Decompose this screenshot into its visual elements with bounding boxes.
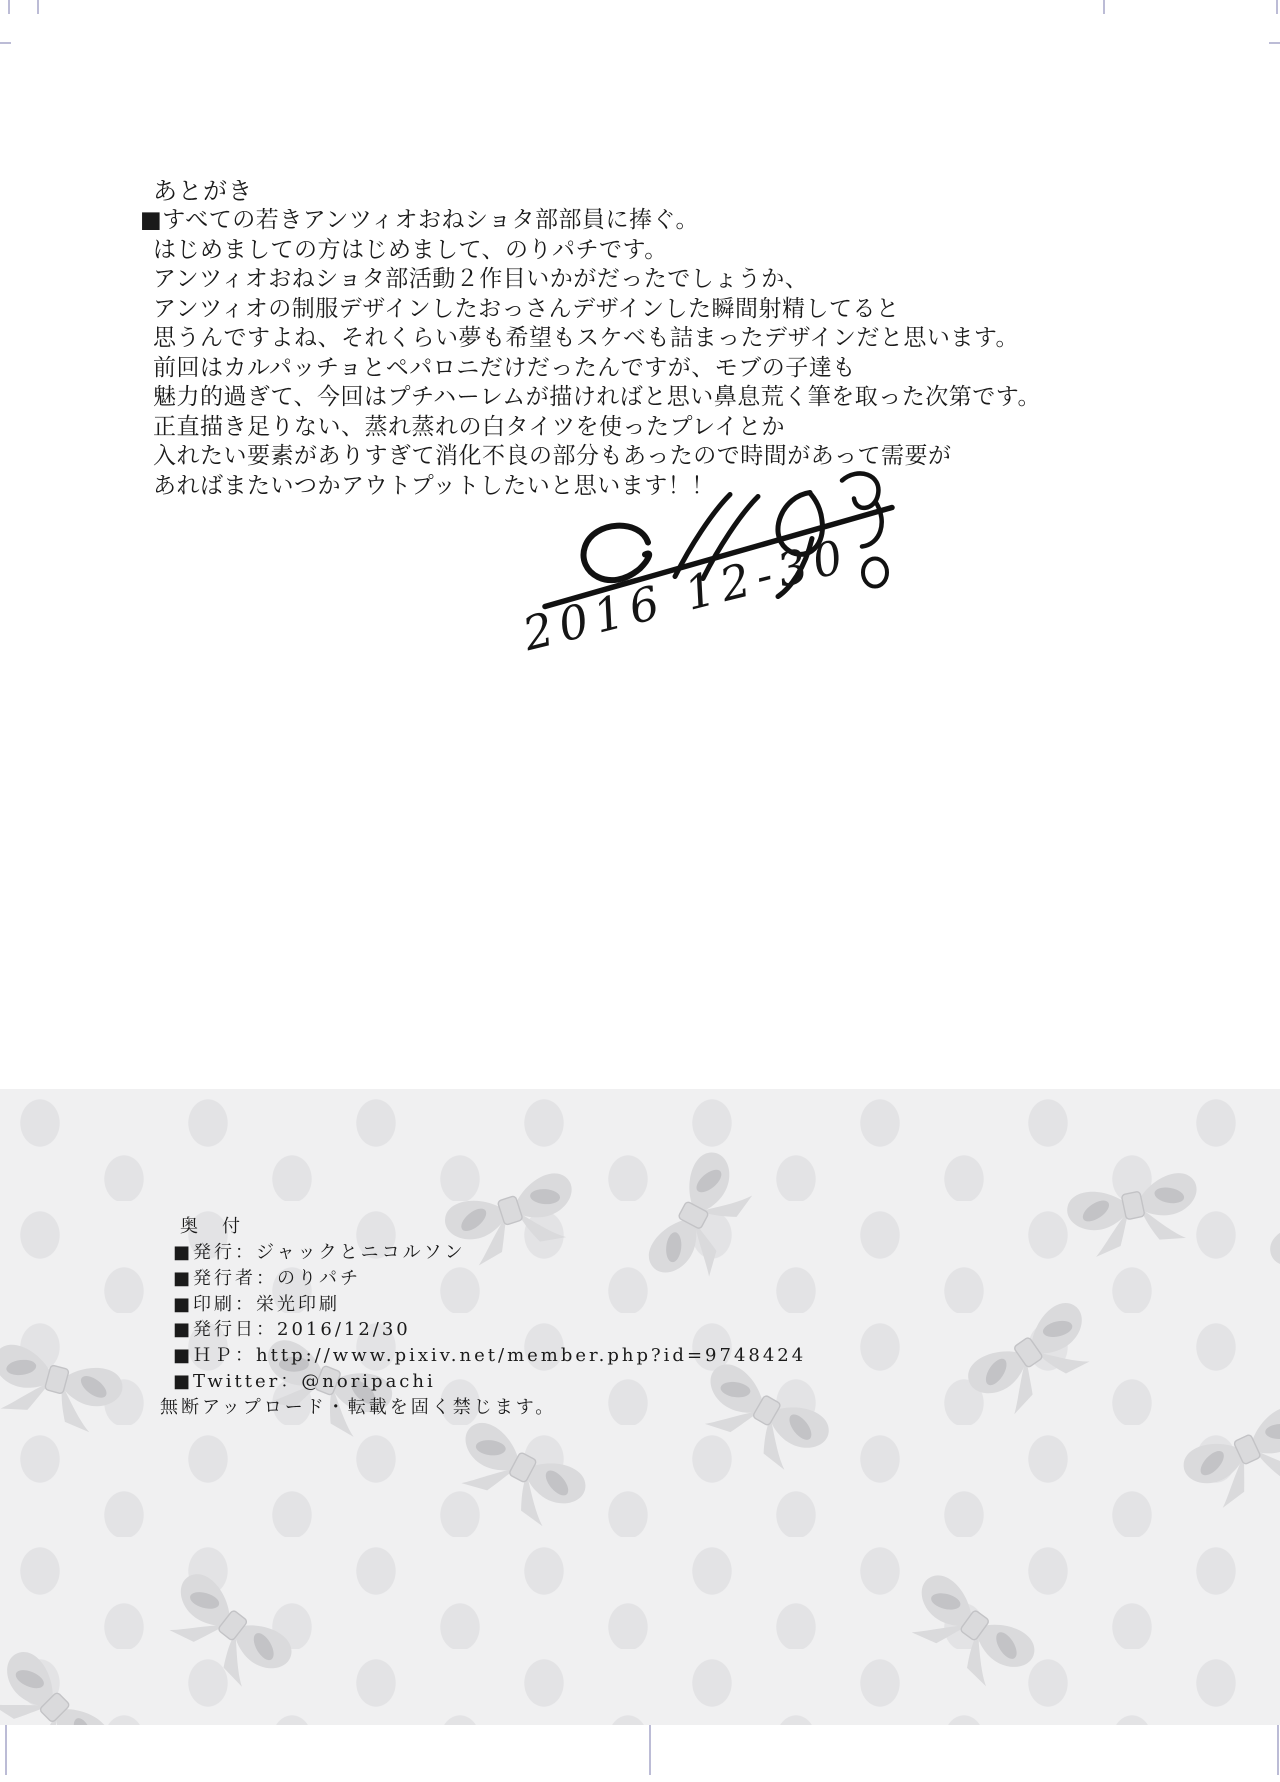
crop-mark-bottom-right — [1277, 1725, 1279, 1775]
ribbon-bow — [887, 1543, 1064, 1707]
colophon-entry: ■印刷：栄光印刷 — [173, 1293, 341, 1315]
ribbon-bow-icon — [145, 1542, 321, 1708]
artist-signature — [490, 452, 900, 667]
afterword-line: アンツィオの制服デザインしたおっさんデザインした瞬間射精してると — [153, 295, 900, 322]
colophon-entry: ■発行：ジャックとニコルソン — [173, 1242, 466, 1263]
crop-mark-top-left-outer — [8, 0, 10, 14]
ribbon-bow-icon — [1242, 1143, 1280, 1306]
colophon-entries — [160, 1240, 1060, 1421]
colophon-entry: 無断アップロード・転載を固く禁じます。 — [160, 1396, 557, 1418]
colophon-title: 奥 付 — [180, 1216, 243, 1237]
crop-mark-left-top — [0, 42, 11, 44]
crop-mark-bottom-center — [649, 1725, 651, 1775]
ribbon-bow-icon — [0, 1314, 142, 1444]
afterword-line: ■すべての若きアンツィオおねショタ部部員に捧ぐ。 — [140, 207, 700, 233]
crop-mark-top-right-inner — [1103, 0, 1105, 14]
colophon-entry: ■Twitter：@noripachi — [173, 1370, 436, 1392]
ribbon-bow-icon — [1257, 1669, 1280, 1725]
ribbon-bow — [1242, 1143, 1280, 1306]
afterword-line: 思うんですよね、それくらい夢も希望もスケベも詰まったデザインだと思います。 — [153, 325, 1020, 351]
afterword-line: アンツィオおねショタ部活動２作目いかがだったでしょうか、 — [153, 266, 809, 292]
afterword-line: 入れたい要素がありすぎて消化不良の部分もあったので時間があって需要が — [153, 443, 952, 469]
afterword-line: 正直描き足りない、蒸れ蒸れの白タイツを使ったプレイとか — [153, 413, 785, 440]
afterword-line: あればまたいつかアウトプットしたいと思います！！ — [153, 472, 715, 499]
ribbon-bow — [1257, 1669, 1280, 1725]
signature-circle-stroke — [863, 559, 887, 587]
ribbon-bow-icon — [1050, 1143, 1216, 1266]
ribbon-bow — [145, 1542, 321, 1708]
crop-mark-right-top — [1269, 42, 1280, 44]
signature-loop-stroke — [584, 526, 650, 580]
ribbon-bow — [0, 1621, 141, 1725]
ribbon-bow-icon — [887, 1543, 1064, 1707]
colophon-entry: ■発行者：のりパチ — [173, 1267, 362, 1289]
afterword-line: はじめましての方はじめまして、のりパチです。 — [153, 236, 668, 263]
signature-date-text: 2016 12-30 — [517, 527, 856, 662]
ribbon-bow — [0, 1314, 142, 1444]
afterword-line: 魅力的過ぎて、今回はプチハーレムが描ければと思い鼻息荒く筆を取った次第です。 — [153, 384, 1041, 410]
colophon-section — [160, 1214, 1060, 1421]
afterword-line: 前回はカルパッチョとペパロニだけだったんですが、モブの子達も — [153, 354, 856, 381]
ribbon-bow-icon — [1159, 1375, 1280, 1524]
colophon-entry: ■発行日：2016/12/30 — [173, 1319, 411, 1341]
ribbon-bow — [1050, 1143, 1216, 1266]
ribbon-bow-icon — [0, 1621, 141, 1725]
ribbon-bow — [1159, 1375, 1280, 1524]
crop-mark-bottom-left — [5, 1725, 7, 1775]
colophon-entry: ■ＨＰ：http://www.pixiv.net/member.php?id=9748424 — [173, 1345, 807, 1367]
crop-mark-top-left-inner — [37, 0, 39, 14]
afterword-heading: あとがき — [153, 177, 253, 205]
crop-mark-top-right-outer — [1276, 0, 1278, 14]
